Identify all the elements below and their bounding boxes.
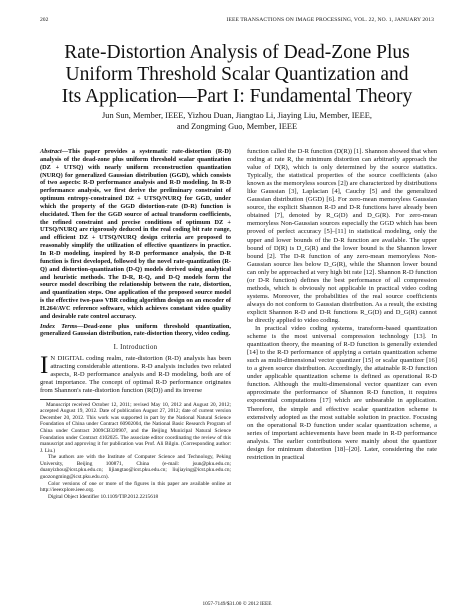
abstract — [40, 148, 231, 321]
index-terms-text: —Dead-zone plus uniform threshold quantization, generalized Gaussian distribution, rate-distortion theory, video coding. — [40, 322, 232, 338]
running-header — [40, 17, 434, 26]
authors-line: and Zongming Guo, Member, IEEE — [176, 121, 298, 131]
footnote-divider — [40, 399, 100, 400]
drop-cap: I — [40, 352, 49, 380]
title-line: Its Application—Part I: Fundamental Theory — [61, 86, 413, 107]
first-page-footnote — [40, 402, 231, 501]
body-paragraph: function called the D-R function (D(R)) [1]. Shannon showed that when coding at rate R, the minimum distortion can arbitrarily approach the value of D(R), which is only determined by the source statistics. Typically, the statistical properties of the source coefficients (also known as the memoryless sources [2]) are characterized by distributions like Gaussian [3], Laplacian [4], Cauchy [5] and the generalized Gaussian distribution (GGD) [6]. For zero-mean memoryless Gaussian source, the explicit Shannon R-D and D-R functions have already been obtained [7], denoted by R_G(D) and D_G(R). For zero-mean memoryless Non-Gaussian sources especially the GGD which has been proved of perfect accuracy [5]–[11] in statistical modeling, only the upper and lower bounds of the D-R function are available. The upper bound of D(R) is D_G(R) and the lower bound is the Shannon lower bound [2]. The D-R function of any zero-mean memoryless Non-Gaussian source lies below D_G(R), while the Shannon lower bound can only be approached at very high bit rate [12]. Shannon R-D function (or D-R function) defines the best performance of all compression methods, which is obviously not applicable in practical video coding systems. Moreover, the probabilities of the real source coefficients always do not conform to Gaussian distribution. As a result, the existing explicit Shannon R-D and D-R functions R_G(D) and D_G(R) cannot be directly applied to video coding. — [247, 148, 437, 324]
introduction-paragraph — [40, 352, 231, 395]
footnote-affiliation: The authors are with the Institute of Computer Science and Technology, Peking University, Beijing 100871, China (e-mail: jsun@pku.edu.cn; duanyizhou@icst.pku.edu.cn; lijiangtao@icst.pku.edu.cn; liujiaying@icst.pku.edu.cn; guozongming@icst.pku.edu.cn). — [40, 454, 231, 481]
footnote-manuscript: Manuscript received October 12, 2011; revised May 10, 2012 and August 20, 2012; accepted August 19, 2012. Date of publication August 27, 2012; date of current version December 20, 2012. This work was supported in part by the National Natural Science Foundation of China under Contract 60902004, the National Basic Research Program of China under Contract 2009CB320907, and the Beijing Municipal Natural Science Foundation under Contract 4102025. The associate editor coordinating the review of this manuscript and approving it for publication was Prof. Ali Bilgin. (Corresponding author: J. Liu.) — [40, 401, 231, 454]
copyright-footer: 1057-7149/$31.00 © 2012 IEEE — [202, 601, 272, 607]
footnote-color: Color versions of one or more of the figures in this paper are available online at http://ieeexplore.ieee.org. — [40, 480, 231, 494]
section-heading: I. Introduction — [113, 344, 158, 352]
index-terms — [40, 323, 231, 339]
left-column — [40, 148, 231, 500]
right-column — [247, 148, 437, 462]
journal-header: IEEE TRANSACTIONS ON IMAGE PROCESSING, VOL. 22, NO. 1, JANUARY 2013 — [226, 17, 434, 23]
introduction-text: N DIGITAL coding realm, rate-distortion (R-D) analysis has been attracting considerable attentions. R-D analysis includes two related aspects, R-D performance analysis and R-D modeling, both are of great importance. The concept of optimal R-D performance originates from Shannon's rate-distortion function (R(D)) and its inverse — [40, 355, 231, 395]
body-paragraph: In practical video coding systems, transform-based quantization scheme is the most universal compression technology [13]. In quantization theory, the meaning of R-D function is generally extended [14] to the R-D performance of applying a certain quantization scheme such as multi-dimensional vector quantizer [15] or scalar quantizer [16] to a given source distribution. Accordingly, the attainable R-D function under applicable quantization scheme is defined as operational R-D function. Although the multi-dimensional vector quantizer can even approximate the performance of Shannon R-D function, it requires exponential computations [17] which are unbearable in application. Therefore, the simple and effective scalar quantization scheme is extensively adopted as the most suitable solution in practice. Focusing on the operational R-D function under scalar quantization scheme, a series of important achievements have been made in R-D performance analysis. The earlier contributions were mainly about the quantizer design for minimum distortion [18]–[20]. Later, considering the rate restriction in practical — [247, 325, 437, 461]
title-line: Uniform Threshold Scalar Quantization and — [65, 64, 409, 85]
abstract-lead: Abstract — [40, 148, 62, 155]
page-number: 202 — [40, 17, 49, 23]
title-line: Rate-Distortion Analysis of Dead-Zone Plus — [64, 42, 410, 63]
authors-line: Jun Sun, Member, IEEE, Yizhou Duan, Jiangtao Li, Jiaying Liu, Member, IEEE, — [102, 111, 372, 120]
paper-title — [30, 42, 444, 108]
index-terms-lead: Index Terms — [40, 322, 78, 330]
abstract-text: —This paper provides a systematic rate-distortion (R-D) analysis of the dead-zone plus uniform threshold scalar quantization (DZ + UTSQ) with nearly uniform reconstruction quantization (NURQ) for generalized Gaussian distribution (GGD), which consists of two aspects: R-D performance analysis and R-D modeling. In R-D performance analysis, we first derive the preliminary constraint of optimum entropy-constrained DZ + UTSQ/NURQ for GGD, under which the property of the GGD distortion-rate (D-R) function is elucidated. Then for the GGD source of actual transform coefficients, the refined constraint and precise conditions of optimum DZ + UTSQ/NURQ are rigorously deduced in the real coding bit rate range, and efficient DZ + UTSQ/NURQ design criteria are proposed to reasonably simplify the utilization of effective quantizers in practice. In R-D modeling, inspired by R-D performance analysis, the D-R function is first developed, followed by the novel rate-quantization (R-Q) and distortion-quantization (D-Q) models derived using analytical and heuristic methods. The D-R, R-Q, and D-Q models form the source model describing the relationship between the rate, distortion, and quantization steps. One application of the proposed source model is the effective two-pass VBR coding algorithm design on an encoder of H.264/AVC reference software, which achieves constant video quality and desirable rate control accuracy. — [40, 148, 231, 320]
author-list — [30, 111, 444, 132]
footnote-doi: Digital Object Identifier 10.1109/TIP.2012.2215618 — [48, 493, 159, 500]
